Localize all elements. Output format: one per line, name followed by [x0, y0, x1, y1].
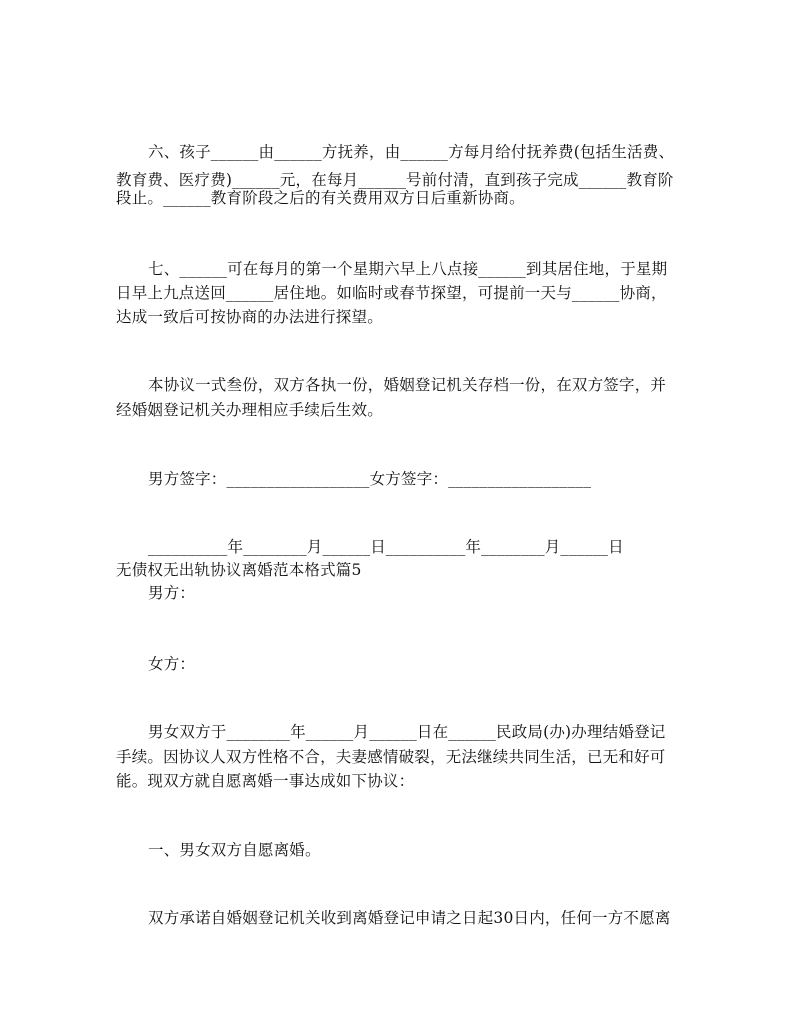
copies-line2: 经婚姻登记机关办理相应手续后生效。	[116, 401, 383, 419]
section7-line3: 达成一致后可按协商的办法进行探望。	[116, 308, 383, 326]
signature-line: 男方签字：__________________女方签字：__________________	[148, 470, 592, 488]
section6-line2: 教育费、医疗费)______元，在每月______号前付清，直到孩子完成______教育阶	[116, 171, 674, 189]
clause-1: 一、男女双方自愿离婚。	[148, 841, 321, 859]
marriage-line3: 能。现双方就自愿离婚一事达成如下协议：	[116, 772, 415, 790]
section7-line2: 日早上九点送回______居住地。如临时或春节探望，可提前一天与______协商，	[116, 284, 667, 302]
marriage-line2: 手续。因协议人双方性格不合，夫妻感情破裂，无法继续共同生活，已无和好可	[116, 748, 666, 766]
date-line: __________年________月______日__________年________月______日	[148, 538, 624, 556]
section6-line1: 六、孩子______由______方抚养，由______方每月给付抚养费(包括生活费、	[148, 143, 675, 161]
copies-line1: 本协议一式叁份，双方各执一份，婚姻登记机关存档一份，在双方签字，并	[148, 376, 667, 394]
section-title: 无债权无出轨协议离婚范本格式篇5	[116, 561, 362, 579]
marriage-line1: 男女双方于________年______月______日在______民政局(办)办理结婚登记	[148, 723, 666, 741]
section6-line3: 段止。______教育阶段之后的有关费用双方日后重新协商。	[116, 189, 525, 207]
husband-label: 男方：	[148, 584, 196, 602]
section7-line1: 七、______可在每月的第一个星期六早上八点接______到其居住地，于星期	[148, 260, 668, 278]
promise-line: 双方承诺自婚姻登记机关收到离婚登记申请之日起30日内，任何一方不愿离	[148, 909, 671, 927]
wife-label: 女方：	[148, 655, 196, 673]
